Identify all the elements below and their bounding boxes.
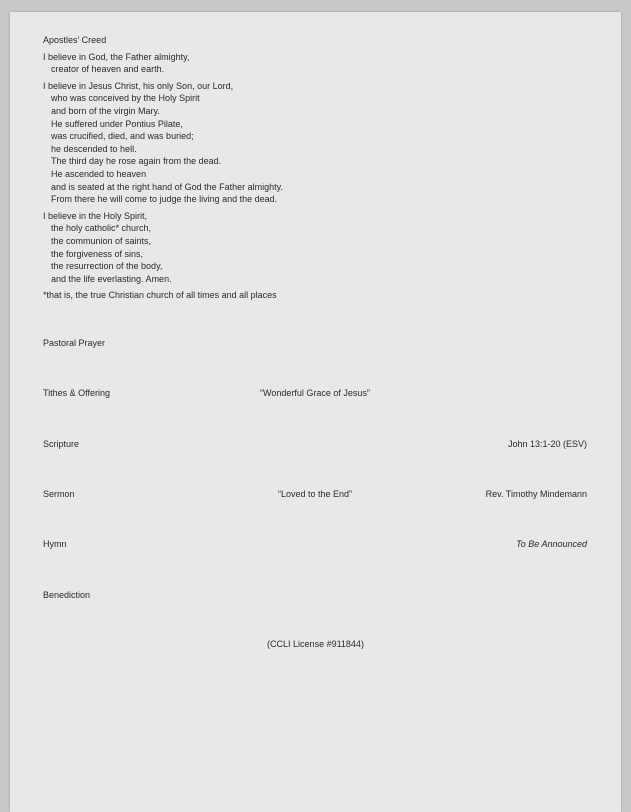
scripture-label: Scripture	[43, 439, 80, 449]
hymn-label: Hymn	[43, 539, 67, 549]
sermon-title: “Loved to the End”	[277, 489, 353, 499]
creed-line: the resurrection of the body,	[51, 261, 163, 272]
creed-stanza-3	[43, 210, 587, 286]
creed-line: I believe in Jesus Christ, his only Son, our Lord,	[43, 80, 234, 91]
creed-line: I believe in God, the Father almighty,	[43, 51, 190, 62]
creed-line: From there he will come to judge the living and the dead.	[51, 194, 278, 205]
creed-stanza-1	[43, 51, 587, 76]
creed-line: the holy catholic* church,	[51, 223, 152, 234]
creed-line: the communion of saints,	[51, 235, 152, 246]
sermon-label: Sermon	[43, 489, 75, 499]
creed-line: and born of the virgin Mary.	[51, 105, 160, 116]
creed-line: who was conceived by the Holy Spirit	[51, 93, 200, 104]
creed-line: and is seated at the right hand of God the Father almighty.	[51, 181, 283, 192]
tithes-row	[43, 387, 587, 400]
apostles-creed	[43, 34, 587, 302]
benediction-row	[43, 589, 587, 602]
sermon-speaker: Rev. Timothy Mindemann	[485, 489, 587, 499]
tithes-label: Tithes & Offering	[43, 388, 111, 398]
creed-footnote: *that is, the true Christian church of all times and all places	[43, 290, 277, 301]
pastoral-prayer-label: Pastoral Prayer	[43, 338, 106, 348]
ccli-license: (CCLI License #911844)	[267, 639, 364, 649]
creed-line: the forgiveness of sins,	[51, 248, 144, 259]
sermon-row	[43, 488, 587, 501]
creed-title: Apostles’ Creed	[43, 35, 107, 45]
scripture-reference: John 13:1-20 (ESV)	[507, 439, 587, 449]
creed-line: The third day he rose again from the dead.	[51, 156, 222, 167]
hymn-note: To Be Announced	[516, 539, 587, 549]
benediction-label: Benediction	[43, 590, 91, 600]
creed-line: He ascended to heaven	[51, 168, 147, 179]
creed-line: he descended to hell.	[51, 143, 137, 154]
creed-line: I believe in the Holy Spirit,	[43, 210, 148, 221]
scripture-row	[43, 438, 587, 451]
creed-line: He suffered under Pontius Pilate,	[51, 118, 183, 129]
creed-stanza-2	[43, 80, 587, 206]
creed-line: creator of heaven and earth.	[51, 64, 165, 75]
document-page	[10, 12, 621, 812]
offertory-title: “Wonderful Grace of Jesus”	[260, 388, 370, 398]
creed-line: was crucified, died, and was buried;	[51, 131, 194, 142]
pastoral-prayer-row	[43, 337, 587, 350]
hymn-row	[43, 538, 587, 551]
creed-line: and the life everlasting. Amen.	[51, 273, 172, 284]
